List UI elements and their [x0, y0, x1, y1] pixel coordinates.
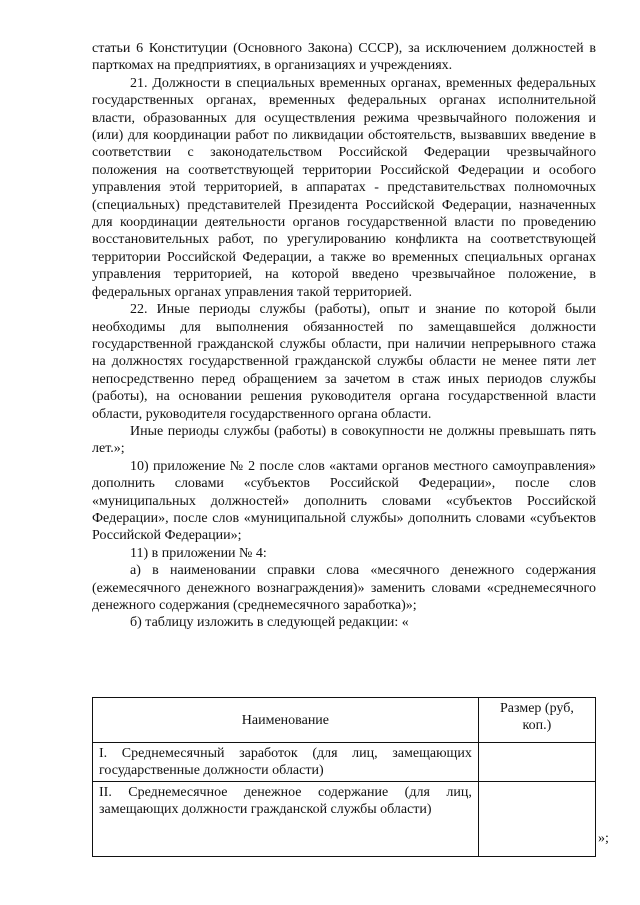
table-row [93, 782, 596, 857]
paragraph-item-21: 21. Должности в специальных временных органах, временных федеральных государственных органах, временных федеральных органах исполнительной власти, образованных для осуществления режима чрезвычайного положения и (или) для координации работ по ликвидации обстоятельств, вызвавших введение в соответствии с законодательством Российской Федерации чрезвычайного положения на соответствующей территории Российской Федерации и особого управления этой территорией, в аппаратах - представительствах полномочных (специальных) представителей Президента Российской Федерации, назначенных для координации деятельности органов государственной власти по проведению восстановительных работ, по урегулированию конфликта на соответствующей территории Российской Федерации, а также во временных специальных органах управления территорией, на которой введено чрезвычайное положение, в федеральных органах управления такой территорией. [92, 75, 596, 300]
table-header-row [93, 698, 596, 743]
table-cell-name: II. Среднемесячное денежное содержание (для лиц, замещающих должности гражданской службы области) [93, 782, 479, 857]
table-cell-size [478, 743, 595, 782]
table-header-name: Наименование [93, 698, 479, 743]
table-header-size: Размер (руб, коп.) [478, 698, 595, 743]
paragraph-amendment-10: 10) приложение № 2 после слов «актами органов местного самоуправления» дополнить словами «субъектов Российской Федерации», после слов «муниципальных должностей» дополнить словами «субъектов Российской Федерации», после слов «муниципальной службы» дополнить словами «субъектов Российской Федерации»; [92, 458, 596, 544]
paragraph-item-22: 22. Иные периоды службы (работы), опыт и знание по которой были необходимы для выполнения обязанностей по замещавшейся должности государственной гражданской службы области, при наличии непрерывного стажа на должностях государственной гражданской службы области не менее пяти лет непосредственно перед обращением за зачетом в стаж иных периодов службы (работы), на основании решения руководителя органа государственной власти области, руководителя государственного органа области. [92, 302, 596, 422]
paragraph-periods-limit: Иные периоды службы (работы) в совокупности не должны превышать пять лет.»; [92, 423, 596, 457]
closing-quote: »; [598, 831, 609, 846]
paragraph-amendment-11: 11) в приложении № 4: [130, 545, 267, 561]
salary-table [92, 697, 596, 857]
table-row [93, 743, 596, 782]
paragraph-article-6-continuation: статьи 6 Конституции (Основного Закона) СССР), за исключением должностей в парткомах на предприятиях, в организациях и учреждениях. [92, 41, 596, 74]
paragraph-amendment-11b: б) таблицу изложить в следующей редакции: « [130, 615, 409, 631]
table-cell-size [478, 782, 595, 857]
paragraph-amendment-11a: а) в наименовании справки слова «месячного денежного содержания (ежемесячного денежного вознаграждения)» заменить словами «среднемесячного денежного содержания (среднемесячного заработка)»; [92, 563, 596, 613]
table-cell-name: I. Среднемесячный заработок (для лиц, замещающих государственные должности области) [93, 743, 479, 782]
